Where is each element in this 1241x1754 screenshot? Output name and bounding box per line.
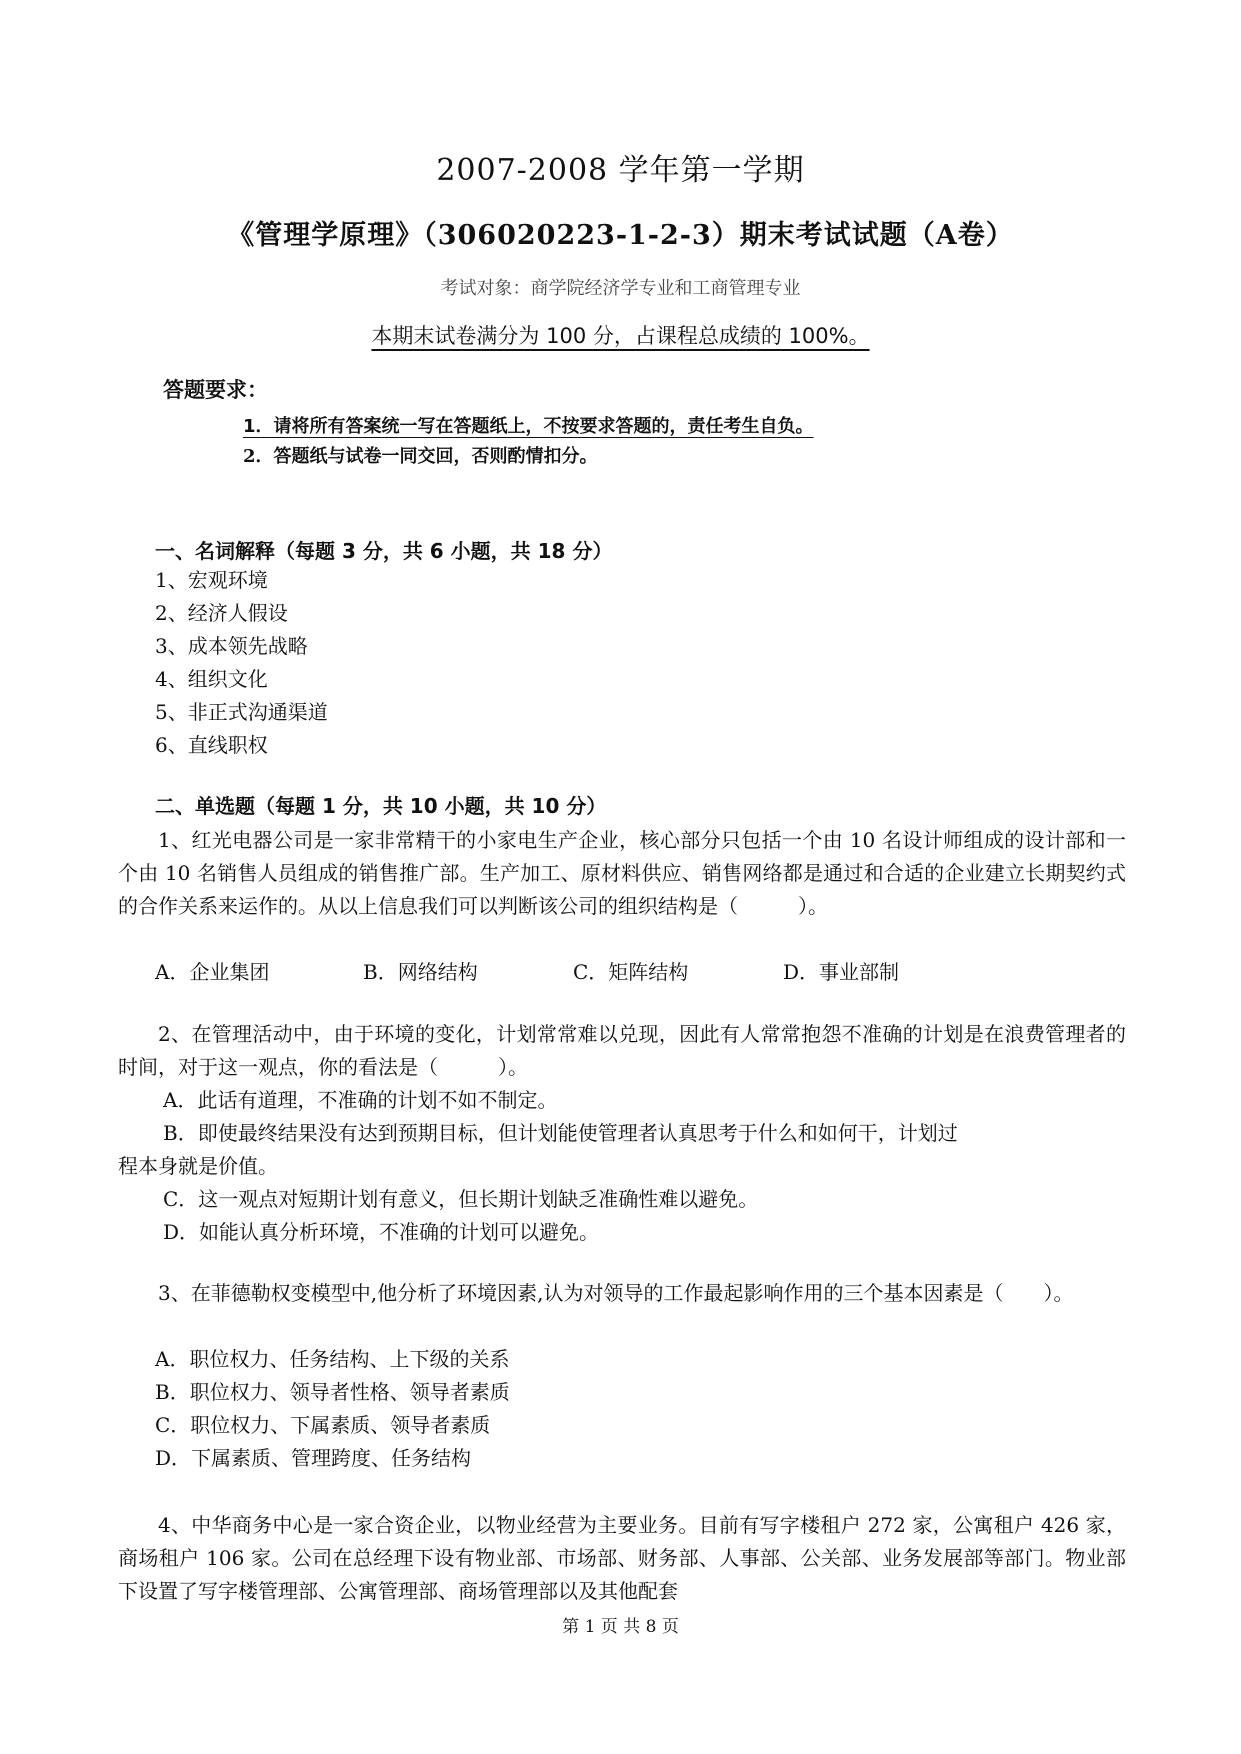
year-term-title: 2007-2008 学年第一学期 (436, 153, 805, 188)
term-item: 2、经济人假设 (155, 601, 288, 625)
option: D．事业部制 (783, 960, 900, 984)
option: C．这一观点对短期计划有意义，但长期计划缺乏准确性难以避免。 (163, 1187, 759, 1211)
term-item: 4、组织文化 (155, 667, 268, 691)
term-list (155, 564, 328, 762)
term-item: 3、成本领先战略 (155, 634, 308, 658)
option: B．网络结构 (363, 960, 478, 984)
exam-title: 《管理学原理》（306020223-1-2-3）期末考试试题（A卷） (227, 220, 1014, 251)
score-note (0, 320, 1241, 350)
section-heading: 二、单选题（每题 1 分，共 10 小题，共 10 分） (155, 794, 607, 818)
term-item: 6、直线职权 (155, 733, 268, 757)
option: D．下属素质、管理跨度、任务结构 (155, 1446, 472, 1470)
exam-audience: 考试对象：商学院经济学专业和工商管理专业 (440, 278, 801, 299)
question-stem: 1、红光电器公司是一家非常精干的小家电生产企业，核心部分只包括一个由 10 名设计师组成的设计部和一个由 10 名销售人员组成的销售推广部。生产加工、原材料供应、销售网络都是通过和合适的企业建立长期契约式的合作关系来运作的。从以上信息我们可以判断该公司的组织结构是（ ）。 (118, 828, 1126, 918)
option-continuation: 程本身就是价值。 (118, 1154, 278, 1178)
question-stem: 3、在菲德勒权变模型中,他分析了环境因素,认为对领导的工作最起影响作用的三个基本因素是（ ）。 (158, 1281, 1074, 1305)
option: B．职位权力、领导者性格、领导者素质 (155, 1380, 510, 1404)
requirement-item: 1．请将所有答案统一写在答题纸上，不按要求答题的，责任考生自负。 (243, 416, 814, 437)
requirement-item: 2．答题纸与试卷一同交回，否则酌情扣分。 (243, 446, 598, 467)
score-note-text: 本期末试卷满分为 100 分，占课程总成绩的 100%。 (371, 324, 870, 348)
option: C．职位权力、下属素质、领导者素质 (155, 1413, 491, 1437)
option-row (155, 956, 899, 985)
section-heading: 一、名词解释（每题 3 分，共 6 小题，共 18 分） (155, 539, 613, 563)
term-item: 1、宏观环境 (155, 568, 268, 592)
option: D．如能认真分析环境，不准确的计划可以避免。 (163, 1220, 600, 1244)
page-footer: 第 1 页 共 8 页 (562, 1617, 679, 1637)
term-item: 5、非正式沟通渠道 (155, 700, 328, 724)
question-stem: 4、中华商务中心是一家合资企业，以物业经营为主要业务。目前有写字楼租户 272 家，公寓租户 426 家，商场租户 106 家。公司在总经理下设有物业部、市场部、财务部、人事部、公关部、业务发展部等部门。物业部下设置了写字楼管理部、公寓管理部、商场管理部以及其他配套 (118, 1513, 1126, 1603)
option: A．职位权力、任务结构、上下级的关系 (155, 1347, 510, 1371)
option: C．矩阵结构 (573, 960, 689, 984)
requirements-heading: 答题要求： (163, 377, 268, 402)
option: B．即使最终结果没有达到预期目标，但计划能使管理者认真思考于什么和如何干，计划过 (163, 1121, 958, 1145)
option: A．此话有道理，不准确的计划不如不制定。 (163, 1088, 558, 1112)
option: A．企业集团 (155, 960, 270, 984)
question-stem: 2、在管理活动中，由于环境的变化，计划常常难以兑现，因此有人常常抱怨不准确的计划是在浪费管理者的时间，对于这一观点，你的看法是（ ）。 (118, 1022, 1126, 1079)
